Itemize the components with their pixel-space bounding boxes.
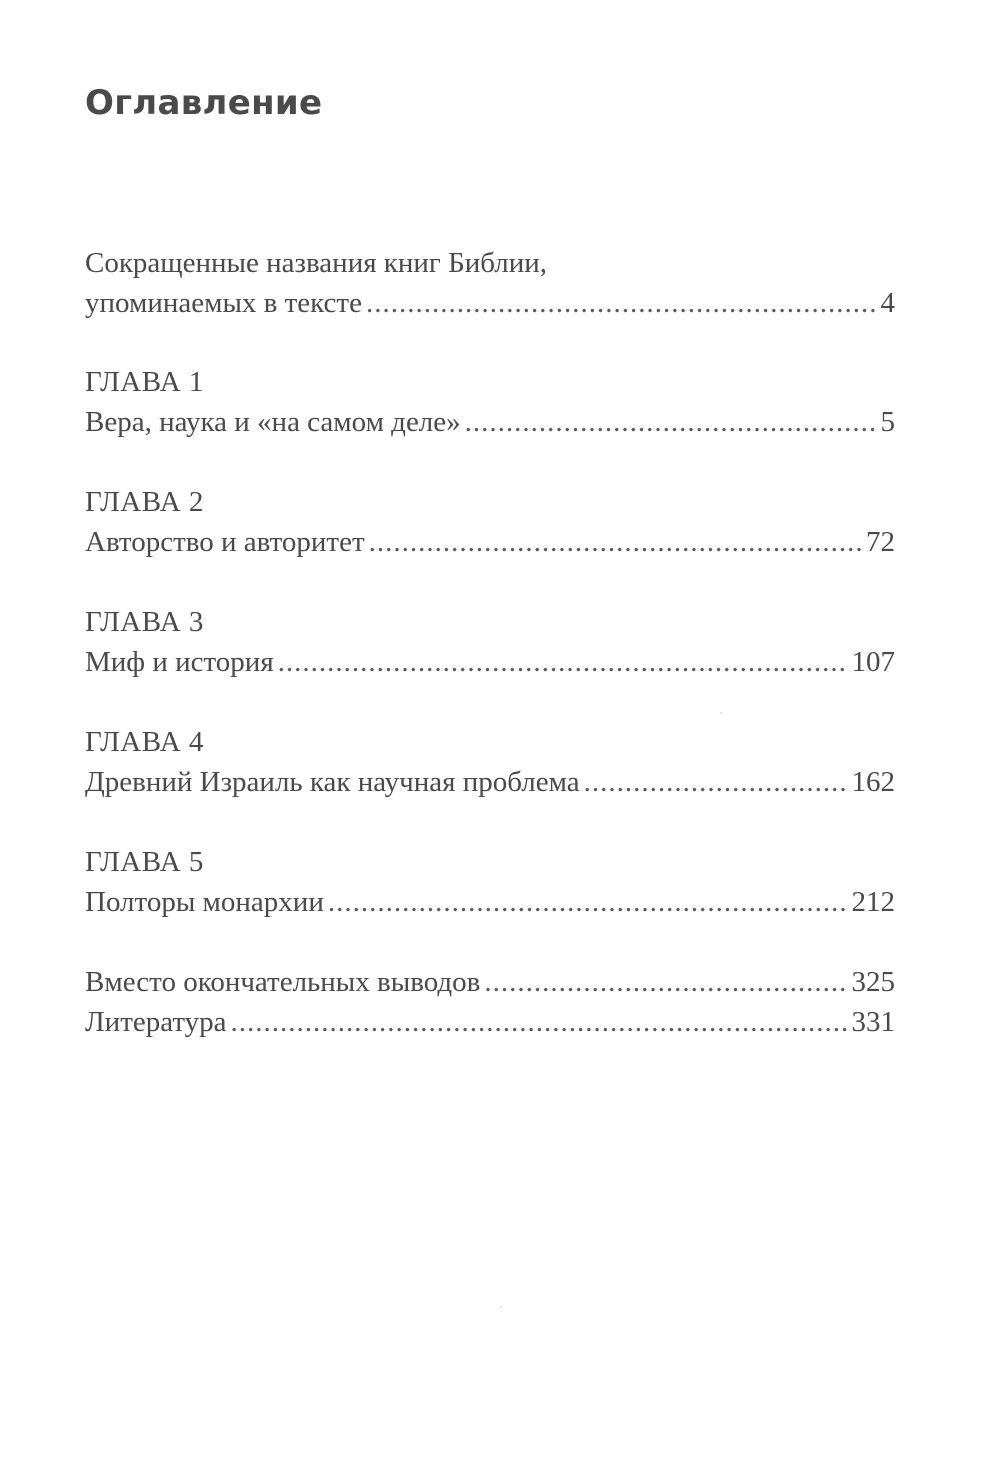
toc-page-number: 162 [851,766,895,798]
dot-leader [584,762,848,802]
toc-chapter-5 [85,842,895,922]
toc-entry-title: Вместо окончательных выводов [85,966,481,998]
toc-entry-title-line-2: упоминаемых в тексте [85,287,362,319]
toc-page-number: 331 [851,1006,895,1038]
toc-page-number: 5 [880,406,895,438]
toc-back-matter [85,962,895,1042]
toc-entry-title: Литература [85,1006,227,1038]
chapter-label: ГЛАВА 2 [85,486,204,518]
dot-leader [465,402,877,442]
chapter-title: Полторы монархии [85,886,324,918]
toc-page-number: 325 [851,966,895,998]
toc-entry-line [85,522,895,562]
chapter-title: Миф и история [85,646,274,678]
toc-entry-conclusions [85,962,895,1002]
paper-speck [500,1306,502,1308]
paper-speck [720,712,722,714]
chapter-label: ГЛАВА 3 [85,606,204,638]
toc-chapter-1 [85,362,895,442]
toc-entry-line [85,642,895,682]
dot-leader [278,642,848,682]
toc-entry-line [85,882,895,922]
chapter-label: ГЛАВА 4 [85,726,204,758]
dot-leader [328,882,848,922]
dot-leader [231,1002,848,1042]
toc-entry-title-line-1: Сокращенные названия книг Библии, [85,247,548,279]
toc-entry-line [85,283,895,323]
toc-entry-line [85,402,895,442]
toc-entry-abbreviations [85,243,895,323]
dot-leader [369,522,862,562]
toc-page-number: 107 [851,646,895,678]
toc-page-number: 212 [851,886,895,918]
chapter-label: ГЛАВА 5 [85,846,204,878]
toc-chapter-2 [85,482,895,562]
dot-leader [484,962,847,1002]
toc-page-number: 72 [866,526,895,558]
chapter-label: ГЛАВА 1 [85,366,204,398]
toc-entry-line [85,762,895,802]
dot-leader [366,283,877,323]
toc-entry-bibliography [85,1002,895,1042]
chapter-title: Авторство и авторитет [85,526,365,558]
toc-page-number: 4 [880,287,895,319]
chapter-title: Древний Израиль как научная проблема [85,766,580,798]
chapter-title: Вера, наука и «на самом деле» [85,406,461,438]
toc-chapter-3 [85,602,895,682]
page-title: Оглавление [85,83,323,123]
toc-chapter-4 [85,722,895,802]
